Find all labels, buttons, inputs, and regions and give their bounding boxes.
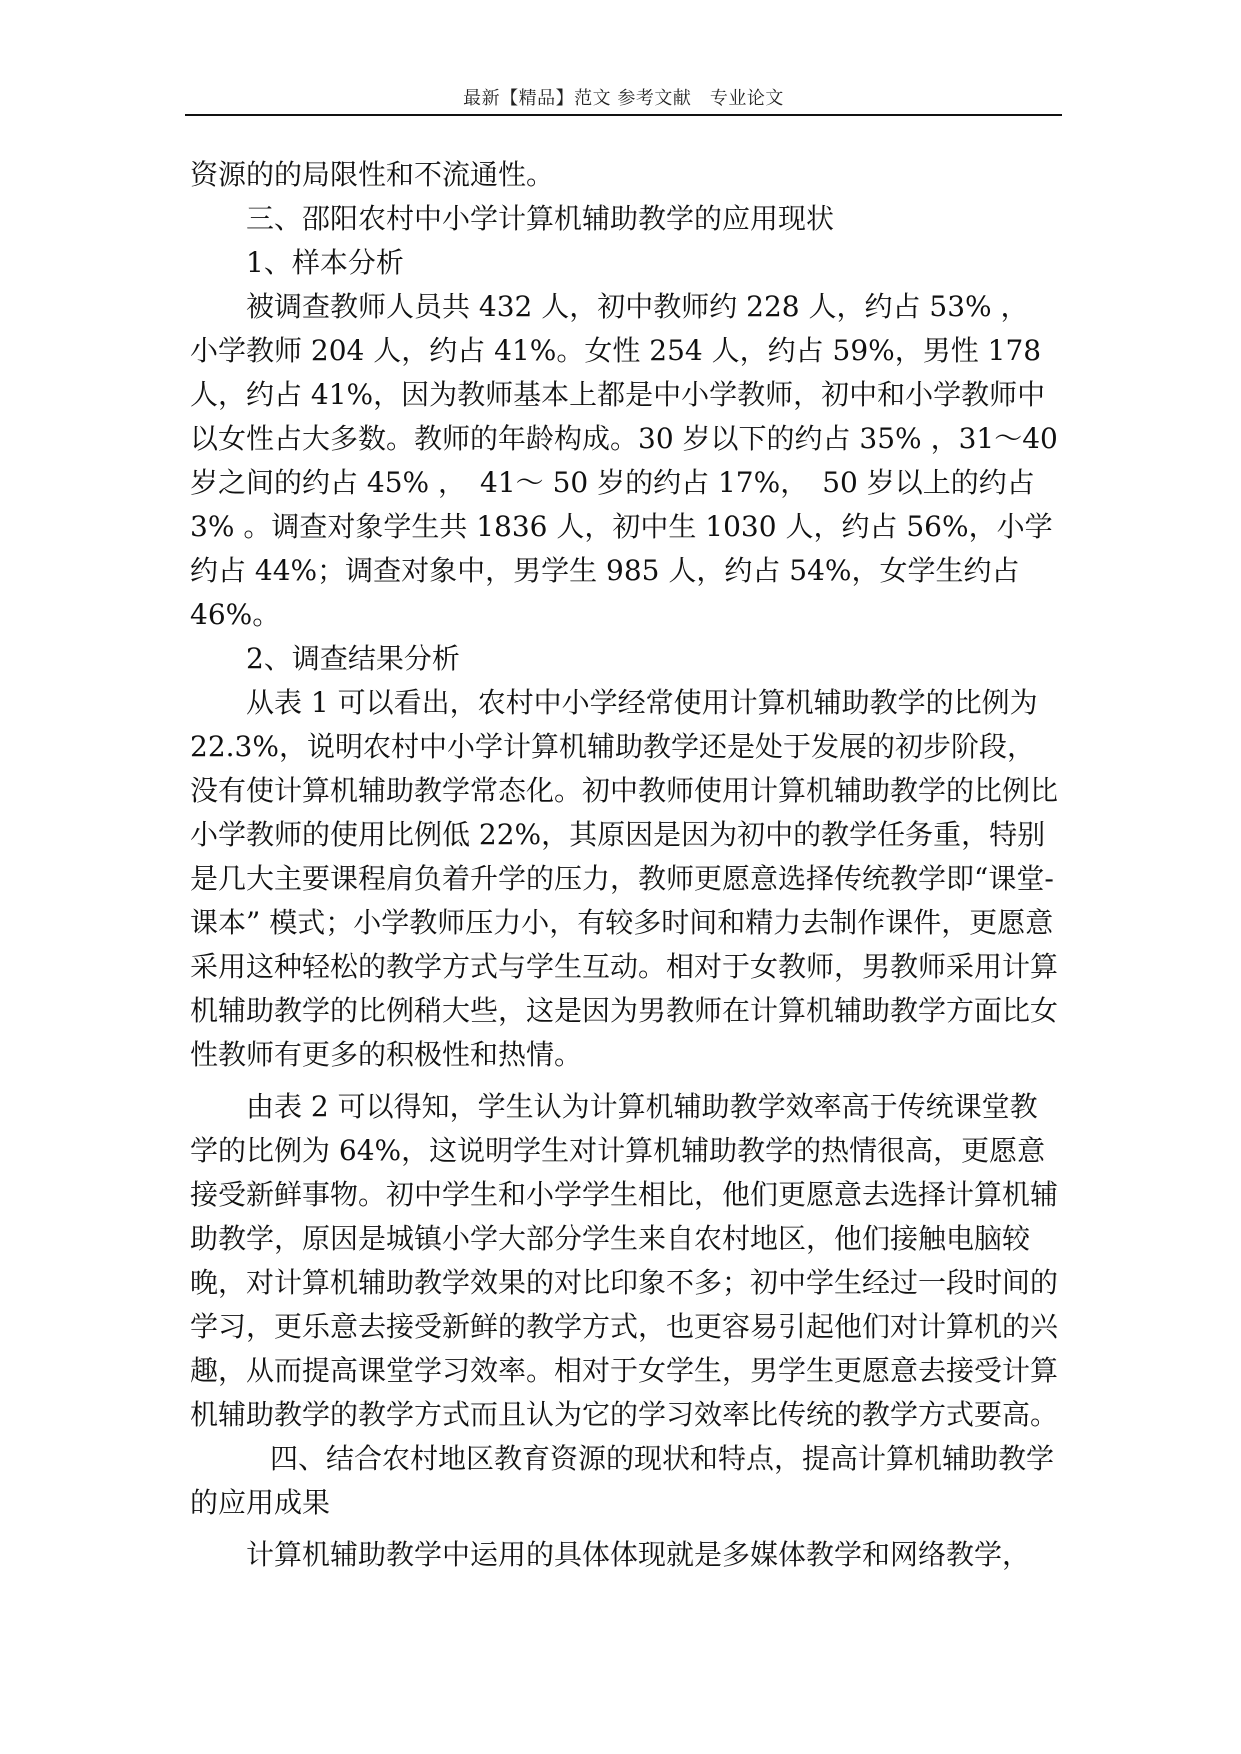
paragraph-sample-analysis: 被调查教师人员共 432 人，初中教师约 228 人，约占 53% ， 小学教师 204 人，约占 41%。女性 254 人，约占 59%，男性 178 人，约占 41%，因为教师基本上都是中小学教师，初中和小学教师中以女性占大多数。教师的年龄构成。30 岁以下的约占 35% ，31～40 岁之间的约占 45% ， 41～ 50 岁的约占 17%， 50 岁以上的约占 3% 。调查对象学生共 1836 人，初中生 1030 人，约占 56%，小学约占 44%；调查对象中，男学生 985 人，约占 54%，女学生约占 46%。 [190,290,1058,631]
paragraph-table2-analysis [190,1085,1060,1525]
document-body [190,153,1060,1577]
paragraph-continuation: 资源的的局限性和不流通性。 [190,158,555,191]
paragraph-multimedia: 计算机辅助教学中运用的具体体现就是多媒体教学和网络教学， [246,1538,1031,1571]
header-divider [185,114,1062,116]
subsection-heading-sample: 1、样本分析 [246,246,404,279]
page-header: 最新【精品】范文 参考文献 专业论文 [463,88,784,109]
section-heading-4: 四、结合农村地区教育资源的现状和特点，提高计算机辅助教学的应用成果 [190,1442,1055,1519]
paragraph-table2-text: 由表 2 可以得知，学生认为计算机辅助教学效率高于传统课堂教学的比例为 64%，这说明学生对计算机辅助教学的热情很高，更愿意接受新鲜事物。初中学生和小学学生相比，他们更愿意去选择计算机辅助教学，原因是城镇小学大部分学生来自农村地区，他们接触电脑较晚，对计算机辅助教学效果的对比印象不多；初中学生经过一段时间的学习，更乐意去接受新鲜的教学方式，也更容易引起他们对计算机的兴趣，从而提高课堂学习效率。相对于女学生，男学生更愿意去接受计算机辅助教学的教学方式而且认为它的学习效率比传统的教学方式要高。 [190,1090,1059,1431]
paragraph-table1-analysis: 从表 1 可以看出，农村中小学经常使用计算机辅助教学的比例为 22.3%，说明农村中小学计算机辅助教学还是处于发展的初步阶段，没有使计算机辅助教学常态化。初中教师使用计算机辅助教学的比例比小学教师的使用比例低 22%，其原因是因为初中的教学任务重，特别是几大主要课程肩负着升学的压力，教师更愿意选择传统教学即“课堂-课本” 模式；小学教师压力小，有较多时间和精力去制作课件，更愿意采用这种轻松的教学方式与学生互动。相对于女教师，男教师采用计算机辅助教学的比例稍大些，这是因为男教师在计算机辅助教学方面比女性教师有更多的积极性和热情。 [190,686,1059,1071]
section-heading-3: 三、邵阳农村中小学计算机辅助教学的应用现状 [246,202,835,235]
subsection-heading-results: 2、调查结果分析 [246,642,460,675]
